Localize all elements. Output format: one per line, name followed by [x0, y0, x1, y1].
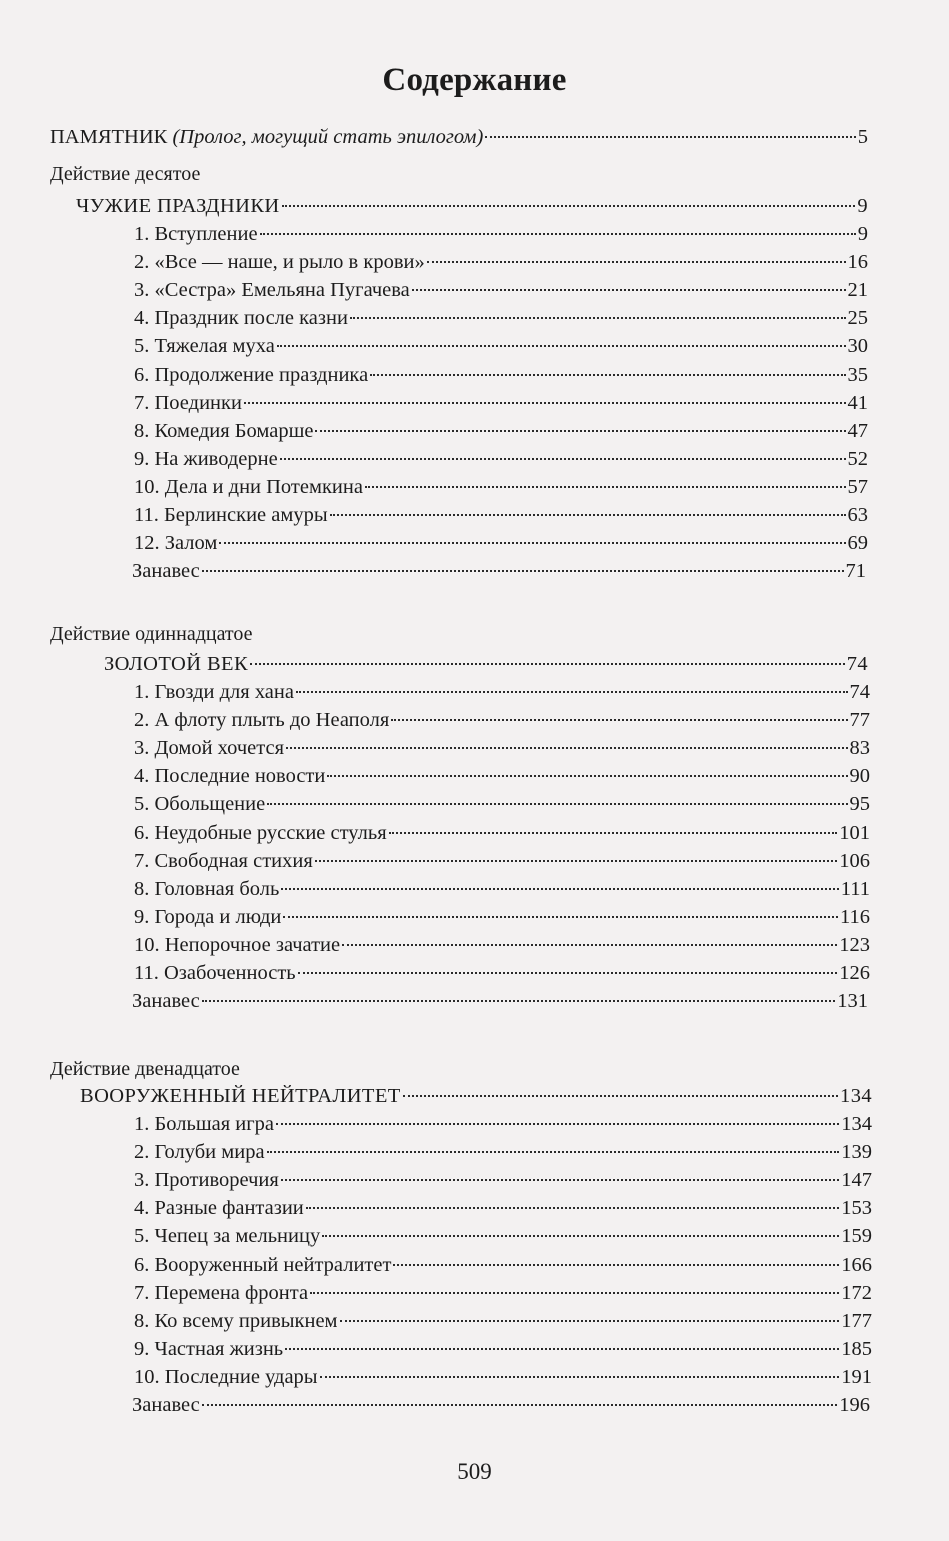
dot-leader — [267, 1151, 840, 1153]
chapter-label: Занавес — [132, 560, 200, 583]
page-ref: 52 — [847, 447, 868, 470]
toc-entry-chapter — [132, 557, 866, 585]
dot-leader — [330, 514, 846, 516]
page-ref: 21 — [847, 279, 868, 302]
chapter-label: 10. Дела и дни Потемкина — [134, 475, 363, 498]
toc-entry-chapter — [134, 529, 868, 557]
toc-entry-chapter — [134, 248, 868, 276]
dot-leader — [280, 458, 846, 460]
chapter-label: Занавес — [132, 1394, 200, 1416]
toc-entry-chapter — [134, 417, 868, 445]
toc-entry-chapter — [134, 1335, 872, 1363]
page-ref: 123 — [839, 933, 870, 956]
page-ref: 196 — [839, 1394, 870, 1416]
dot-leader — [320, 1376, 840, 1378]
page-title: Содержание — [382, 62, 567, 98]
dot-leader — [365, 486, 846, 488]
page-ref: 126 — [839, 962, 870, 984]
toc-entry-chapter — [134, 1166, 872, 1194]
chapter-label: Занавес — [132, 990, 200, 1013]
dot-leader — [306, 1207, 839, 1209]
dot-leader — [391, 719, 847, 721]
chapter-label: 1. Вступление — [134, 223, 258, 245]
toc-entry-chapter — [134, 276, 868, 304]
toc-entry-chapter — [134, 903, 870, 931]
chapter-label: 11. Озабоченность — [134, 962, 296, 984]
chapter-label: 3. «Сестра» Емельяна Пугачева — [134, 279, 410, 302]
prologue-label: ПАМЯТНИК (Пролог, могущий стать эпилогом) — [50, 126, 484, 148]
dot-leader — [202, 570, 844, 572]
chapter-label: 10. Последние удары — [134, 1365, 318, 1388]
toc-entry-chapter — [134, 706, 870, 734]
toc-entry-chapter — [134, 678, 870, 706]
toc-entry-chapter — [134, 1110, 872, 1138]
page-ref: 25 — [847, 307, 868, 330]
act-heading: Действие одиннадцатое — [50, 623, 253, 645]
dot-leader — [267, 803, 847, 805]
page-ref: 111 — [840, 877, 870, 900]
chapter-label: 5. Тяжелая муха — [134, 335, 275, 358]
chapter-label: 11. Берлинские амуры — [134, 504, 328, 526]
toc-entry-part: ВООРУЖЕННЫЙ НЕЙТРАЛИТЕТ 134 — [80, 1085, 872, 1107]
chapter-label: 10. Непорочное зачатие — [134, 933, 341, 956]
chapter-label: 1. Гвозди для хана — [134, 681, 294, 703]
toc-entry-chapter — [134, 819, 870, 847]
dot-leader — [250, 663, 845, 665]
toc-entry-part: ЗОЛОТОЙ ВЕК 74 — [104, 653, 868, 675]
dot-leader — [281, 1179, 839, 1181]
toc-entry-chapter — [134, 931, 870, 959]
page-ref: 185 — [841, 1337, 872, 1360]
chapter-label: 3. Домой хочется — [134, 737, 284, 760]
page-ref: 47 — [847, 419, 868, 442]
toc-entry-prologue — [50, 123, 868, 151]
chapter-label: 9. На живодерне — [134, 447, 278, 470]
page-ref: 90 — [849, 765, 870, 788]
dot-leader — [315, 430, 845, 432]
toc-entry-chapter — [134, 1363, 872, 1391]
dot-leader — [260, 233, 856, 235]
dot-leader — [340, 1320, 840, 1322]
page-ref: 30 — [847, 335, 868, 358]
chapter-label: 9. Частная жизнь — [134, 1337, 284, 1360]
dot-leader — [427, 261, 846, 263]
toc-entry-chapter — [134, 1222, 872, 1250]
page-number: 509 — [457, 1459, 492, 1484]
page-ref: 101 — [839, 821, 870, 844]
dot-leader — [315, 860, 837, 862]
page-ref: 83 — [849, 737, 870, 760]
dot-leader — [219, 542, 845, 544]
chapter-label: 7. Поединки — [134, 391, 242, 414]
dot-leader — [285, 1348, 839, 1350]
act-heading: Действие двенадцатое — [50, 1058, 240, 1080]
dot-leader — [298, 972, 838, 974]
chapter-label: 6. Вооруженный нейтралитет — [134, 1253, 392, 1276]
dot-leader — [296, 691, 848, 693]
dot-leader — [403, 1095, 838, 1097]
page-ref: 77 — [849, 709, 870, 732]
page-ref: 159 — [841, 1225, 872, 1248]
page-ref: 16 — [847, 251, 868, 274]
chapter-label: 12. Залом — [134, 532, 218, 555]
page-ref: 5 — [857, 126, 868, 148]
toc-entry-chapter — [134, 220, 868, 248]
dot-leader — [327, 775, 847, 777]
dot-leader — [276, 1123, 839, 1125]
page-ref: 166 — [841, 1253, 872, 1276]
dot-leader — [202, 1404, 838, 1406]
chapter-label: 4. Последние новости — [134, 765, 326, 788]
chapter-label: 6. Неудобные русские стулья — [134, 821, 387, 844]
chapter-label: 9. Города и люди — [134, 905, 282, 928]
page-ref: 74 — [849, 681, 870, 703]
page-ref: 69 — [847, 532, 868, 555]
page-ref: 71 — [845, 560, 866, 583]
chapter-label: 8. Головная боль — [134, 877, 280, 900]
chapter-label: 2. Голуби мира — [134, 1141, 265, 1164]
toc-entry-chapter — [134, 1251, 872, 1279]
toc-entry-chapter — [134, 361, 868, 389]
dot-leader — [393, 1264, 839, 1266]
dot-leader — [322, 1235, 839, 1237]
chapter-label: 8. Комедия Бомарше — [134, 419, 314, 442]
toc-entry-chapter — [134, 473, 868, 501]
chapter-label: 4. Праздник после казни — [134, 307, 348, 330]
dot-leader — [283, 916, 838, 918]
toc-entry-chapter — [134, 790, 870, 818]
act-heading: Действие десятое — [50, 163, 201, 185]
chapter-label: 7. Свободная стихия — [134, 849, 313, 872]
chapter-label: 2. «Все — наше, и рыло в крови» — [134, 251, 425, 274]
dot-leader — [277, 345, 846, 347]
page-ref: 57 — [847, 475, 868, 498]
toc-entry-chapter — [134, 389, 868, 417]
chapter-label: 4. Разные фантазии — [134, 1197, 304, 1220]
page-ref: 139 — [841, 1141, 872, 1164]
chapter-label: 7. Перемена фронта — [134, 1281, 309, 1304]
page-ref: 153 — [841, 1197, 872, 1220]
page-ref: 191 — [841, 1365, 872, 1388]
toc-entry-chapter — [132, 1391, 870, 1419]
dot-leader — [350, 317, 846, 319]
toc-entry-chapter — [134, 734, 870, 762]
dot-leader — [202, 1000, 836, 1002]
toc-entry-chapter — [134, 445, 868, 473]
toc-entry-part: ЧУЖИЕ ПРАЗДНИКИ 9 — [76, 195, 868, 217]
page-ref: 134 — [841, 1113, 872, 1135]
chapter-label: 3. Противоречия — [134, 1169, 279, 1192]
dot-leader — [389, 832, 838, 834]
chapter-label: 8. Ко всему привыкнем — [134, 1309, 338, 1332]
dot-leader — [244, 402, 846, 404]
dot-leader — [342, 944, 837, 946]
page-ref: 116 — [840, 905, 870, 928]
page-ref: 147 — [841, 1169, 872, 1192]
dot-leader — [281, 888, 838, 890]
page-ref: 106 — [839, 849, 870, 872]
toc-entry-chapter — [134, 304, 868, 332]
page-ref: 41 — [847, 391, 868, 414]
dot-leader — [310, 1292, 839, 1294]
toc-entry-chapter — [134, 959, 870, 987]
page-ref: 35 — [847, 363, 868, 386]
chapter-label: 5. Чепец за мельницу — [134, 1225, 321, 1248]
dot-leader — [286, 747, 848, 749]
toc-entry-chapter — [132, 987, 868, 1015]
toc-entry-chapter — [134, 847, 870, 875]
dot-leader — [485, 136, 855, 138]
toc-entry-chapter — [134, 1194, 872, 1222]
page-ref: 177 — [841, 1309, 872, 1332]
dot-leader — [370, 374, 845, 376]
toc-entry-chapter — [134, 1138, 872, 1166]
dot-leader — [412, 289, 846, 291]
toc-entry-chapter — [134, 875, 870, 903]
toc-entry-chapter — [134, 501, 868, 529]
chapter-label: 1. Большая игра — [134, 1113, 274, 1135]
toc-entry-chapter — [134, 762, 870, 790]
toc-entry-chapter — [134, 332, 868, 360]
chapter-label: 6. Продолжение праздника — [134, 363, 369, 386]
page-ref: 9 — [857, 223, 868, 245]
page-ref: 172 — [841, 1281, 872, 1304]
page-ref: 131 — [837, 990, 868, 1013]
chapter-label: 2. А флоту плыть до Неаполя — [134, 709, 390, 732]
dot-leader — [282, 205, 856, 207]
chapter-label: 5. Обольщение — [134, 793, 266, 816]
toc-entry-chapter — [134, 1307, 872, 1335]
toc-entry-chapter — [134, 1279, 872, 1307]
page-ref: 95 — [849, 793, 870, 816]
page-ref: 63 — [847, 504, 868, 526]
